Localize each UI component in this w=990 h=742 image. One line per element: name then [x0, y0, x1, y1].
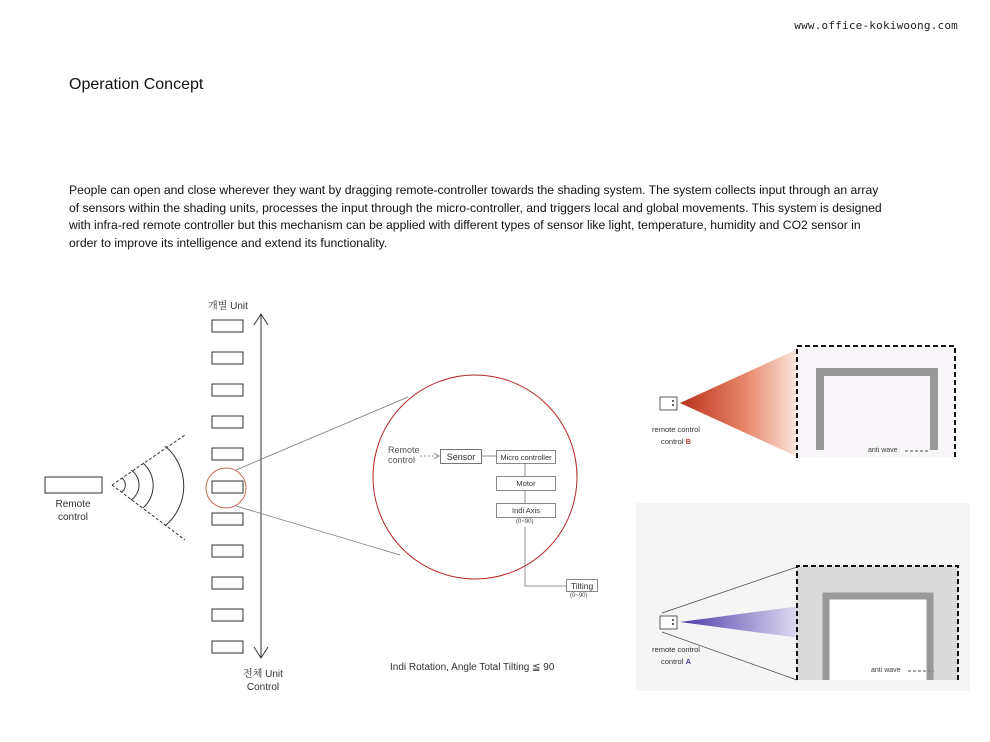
panel-a-remote-text: remote control	[652, 645, 700, 654]
remote-label-line1: Remote	[55, 499, 91, 510]
panel-a-control-letter: A	[685, 657, 692, 666]
circle-remote-label	[388, 445, 420, 465]
tilting-label: Tilting	[570, 580, 594, 591]
signal-waves	[112, 435, 185, 540]
micro-controller-label: Micro controller	[500, 452, 552, 462]
remote-control-device	[45, 477, 102, 493]
panel-b-control-prefix: control	[660, 437, 684, 446]
panel-b-control-letter: B	[685, 437, 692, 446]
panel-b-anti-wave: anti wave	[868, 447, 898, 454]
tilting-box	[566, 579, 598, 592]
sensor-label: Sensor	[446, 451, 476, 462]
sensor-box	[440, 449, 482, 464]
indi-axis-box	[496, 503, 556, 518]
unit-top-label: 개별 Unit	[208, 301, 248, 312]
panel-b-control-line	[640, 436, 712, 448]
panel-a-control-prefix: control	[660, 657, 684, 666]
unit-bottom-label	[232, 668, 294, 694]
page-title: Operation Concept	[69, 76, 204, 93]
rotation-note: Indi Rotation, Angle Total Tilting ≦ 90	[390, 662, 555, 673]
panel-b-remote-text: remote control	[652, 425, 700, 434]
description-paragraph: People can open and close wherever they want by dragging remote-controller towards the shading system. The system collects input through an array of sensors within the shading units, processes the input through the micro-controller, and triggers local and global movements. This system is designed with infra-red remote controller but this mechanism can be applied with different types of sensor like light, temperature, humidity and CO2 sensor in order to improve its intelligence and extend its functionality.	[69, 183, 882, 250]
indi-axis-label: Indi Axis	[512, 506, 540, 515]
shading-unit-stack	[212, 320, 243, 653]
motor-label: Motor	[516, 479, 536, 488]
micro-controller-box	[496, 450, 556, 464]
panel-b-remote-label	[640, 424, 712, 448]
panel-a-anti-wave: anti wave	[871, 667, 901, 674]
tilting-range: (0~90)	[570, 593, 588, 599]
indi-axis-range: (0~90)	[516, 519, 534, 525]
circle-remote-line2: control	[388, 455, 416, 465]
motor-box	[496, 476, 556, 491]
unit-bottom-label-line1: 전체 Unit	[243, 669, 283, 680]
site-url[interactable]: www.office-kokiwoong.com	[794, 19, 958, 32]
circle-remote-line1: Remote	[388, 445, 420, 455]
panel-a-remote-label	[640, 644, 712, 668]
vertical-double-arrow	[254, 314, 268, 658]
remote-label-line2: control	[57, 512, 88, 523]
panel-a-control-line	[640, 656, 712, 668]
unit-bottom-label-line2: Control	[246, 682, 280, 693]
remote-label	[42, 498, 104, 524]
